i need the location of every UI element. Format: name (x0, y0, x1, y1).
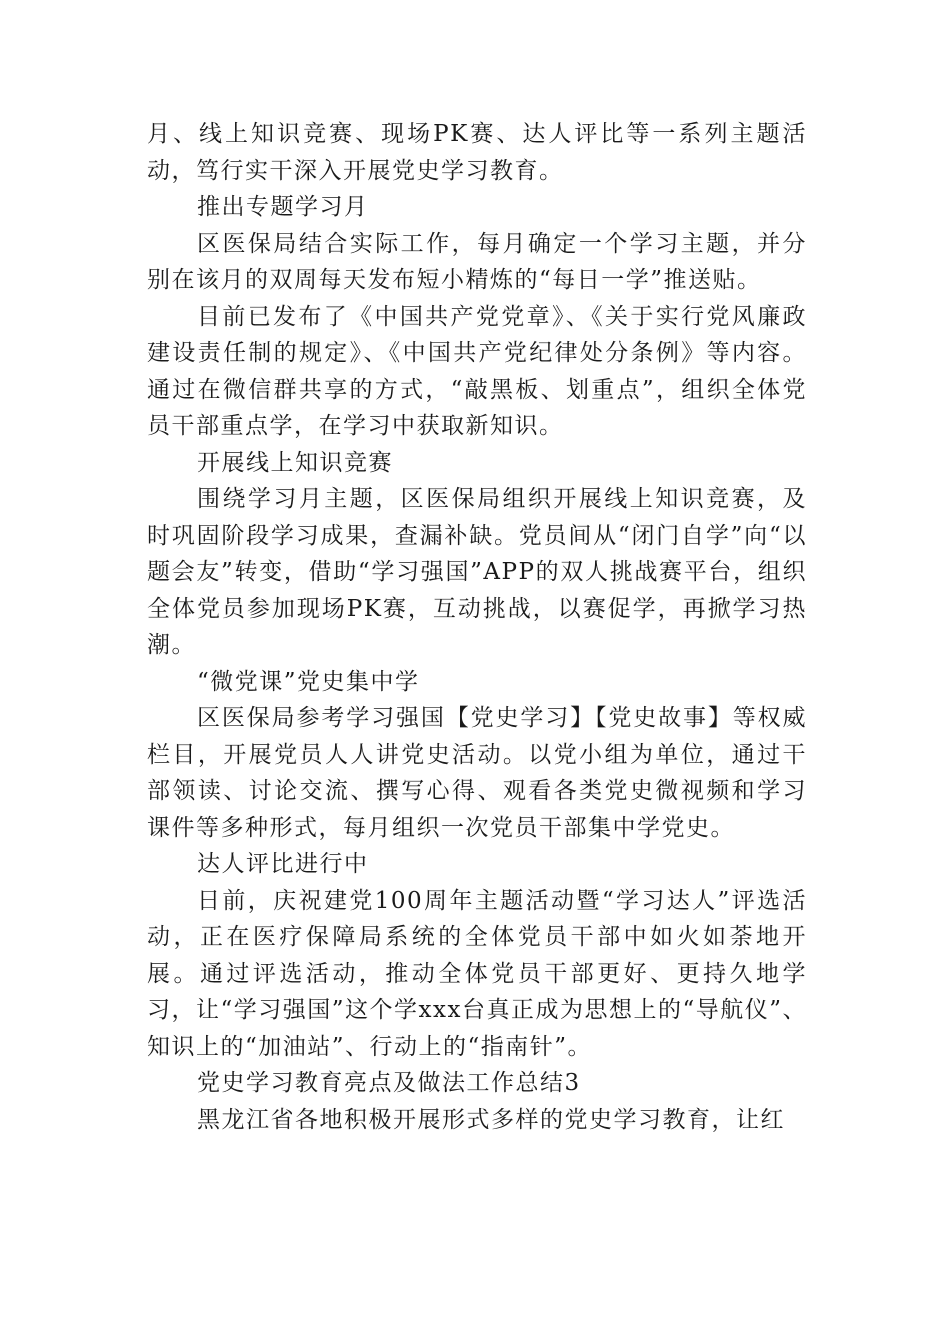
section-heading-online-quiz: 开展线上知识竞赛 (197, 449, 393, 476)
paragraph-3: 目前已发布了《中国共产党党章》、《关于实行党风廉政建设责任制的规定》、《中国共产党纪律处分条例》等内容。通过在微信群共享的方式，“敲黑板、划重点”，组织全体党员干部重点学，在学习中获取新知识。 (147, 303, 807, 439)
document-body (147, 116, 807, 1138)
paragraph-2: 区医保局结合实际工作，每月确定一个学习主题，并分别在该月的双周每天发布短小精炼的“每日一学”推送贴。 (147, 230, 807, 293)
paragraph-6: 日前，庆祝建党100周年主题活动暨“学习达人”评选活动，正在医疗保障局系统的全体党员干部中如火如荼地开展。通过评选活动，推动全体党员干部更好、更持久地学习，让“学习强国”这个学xxx台真正成为思想上的“导航仪”、知识上的“加油站”、行动上的“指南针”。 (147, 887, 807, 1060)
paragraph-7: 黑龙江省各地积极开展形式多样的党史学习教育，让红 (197, 1106, 785, 1133)
section-heading-micro-lesson: “微党课”党史集中学 (197, 668, 420, 695)
section-heading-summary-3: 党史学习教育亮点及做法工作总结3 (197, 1070, 581, 1096)
paragraph-1: 月、线上知识竞赛、现场PK赛、达人评比等一系列主题活动，笃行实干深入开展党史学习教育。 (147, 121, 807, 184)
section-heading-study-month: 推出专题学习月 (197, 194, 369, 220)
paragraph-5: 区医保局参考学习强国【党史学习】【党史故事】等权威栏目，开展党员人人讲党史活动。以党小组为单位，通过干部领读、讨论交流、撰写心得、观看各类党史微视频和学习课件等多种形式，每月组织一次党员干部集中学党史。 (147, 705, 807, 841)
paragraph-4: 围绕学习月主题，区医保局组织开展线上知识竞赛，及时巩固阶段学习成果，查漏补缺。党员间从“闭门自学”向“以题会友”转变，借助“学习强国”APP的双人挑战赛平台，组织全体党员参加现场PK赛，互动挑战，以赛促学，再掀学习热潮。 (147, 486, 807, 658)
section-heading-expert-selection: 达人评比进行中 (197, 851, 369, 877)
